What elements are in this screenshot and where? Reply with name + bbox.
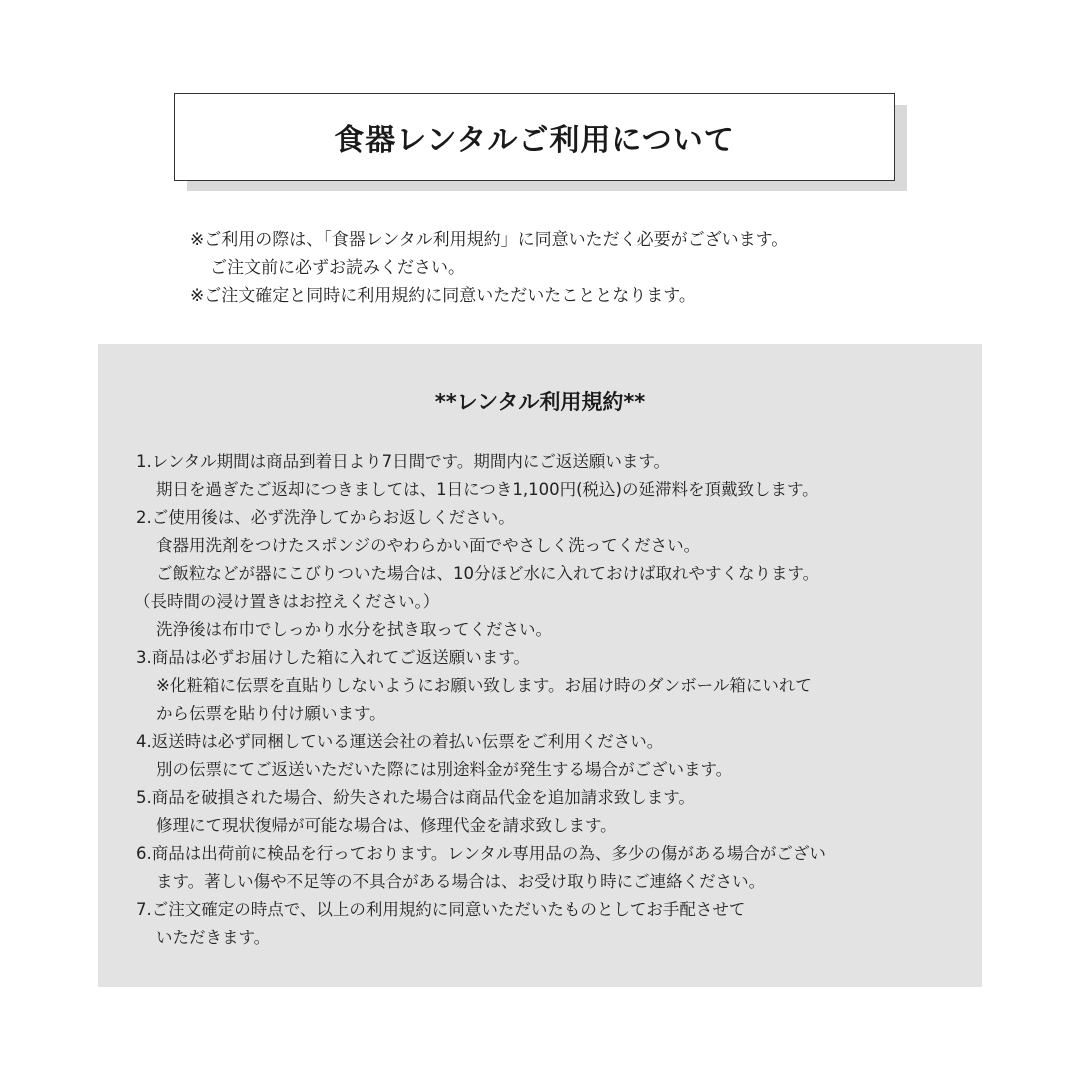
term-line: 4.返送時は必ず同梱している運送会社の着払い伝票をご利用ください。 [136, 732, 664, 751]
terms-panel [98, 344, 982, 987]
term-line: 期日を過ぎたご返却につきましては、1日につき1,100円(税込)の延滞料を頂戴致します。 [156, 480, 819, 499]
notice-line: ※ご利用の際は、「食器レンタル利用規約」に同意いただく必要がございます。 [190, 230, 789, 250]
term-line: 洗浄後は布巾でしっかり水分を拭き取ってください。 [156, 620, 552, 639]
term-line: 3.商品は必ずお届けした箱に入れてご返送願います。 [136, 648, 530, 667]
term-line: 7.ご注文確定の時点で、以上の利用規約に同意いただいたものとしてお手配させて [136, 900, 746, 919]
term-line: ※化粧箱に伝票を直貼りしないようにお願い致します。お届け時のダンボール箱にいれて [156, 676, 812, 695]
terms-heading: **レンタル利用規約** [434, 390, 646, 414]
term-line: ご飯粒などが器にこびりついた場合は、10分ほど水に入れておけば取れやすくなります。 [156, 564, 820, 583]
term-line: いただきます。 [156, 928, 271, 947]
term-line: 2.ご使用後は、必ず洗浄してからお返しください。 [136, 508, 515, 527]
term-line: 修理にて現状復帰が可能な場合は、修理代金を請求致します。 [156, 816, 617, 835]
term-line: 別の伝票にてご返送いただいた際には別途料金が発生する場合がございます。 [156, 760, 733, 779]
term-line: から伝票を貼り付け願います。 [156, 704, 386, 723]
term-line: （長時間の浸け置きはお控えください。） [134, 592, 440, 611]
term-line: 5.商品を破損された場合、紛失された場合は商品代金を追加請求致します。 [136, 788, 695, 807]
notice-line: ご注文前に必ずお読みください。 [210, 258, 465, 278]
term-line: 食器用洗剤をつけたスポンジのやわらかい面でやさしく洗ってください。 [156, 536, 701, 555]
term-line: ます。著しい傷や不足等の不具合がある場合は、お受け取り時にご連絡ください。 [156, 872, 766, 891]
term-line: 6.商品は出荷前に検品を行っております。レンタル専用品の為、多少の傷がある場合がござい [136, 844, 826, 863]
term-line: 1.レンタル期間は商品到着日より7日間です。期間内にご返送願います。 [136, 452, 671, 471]
title-box [174, 93, 895, 181]
notice-line: ※ご注文確定と同時に利用規約に同意いただいたこととなります。 [190, 286, 696, 306]
page-title: 食器レンタルご利用について [334, 123, 735, 158]
